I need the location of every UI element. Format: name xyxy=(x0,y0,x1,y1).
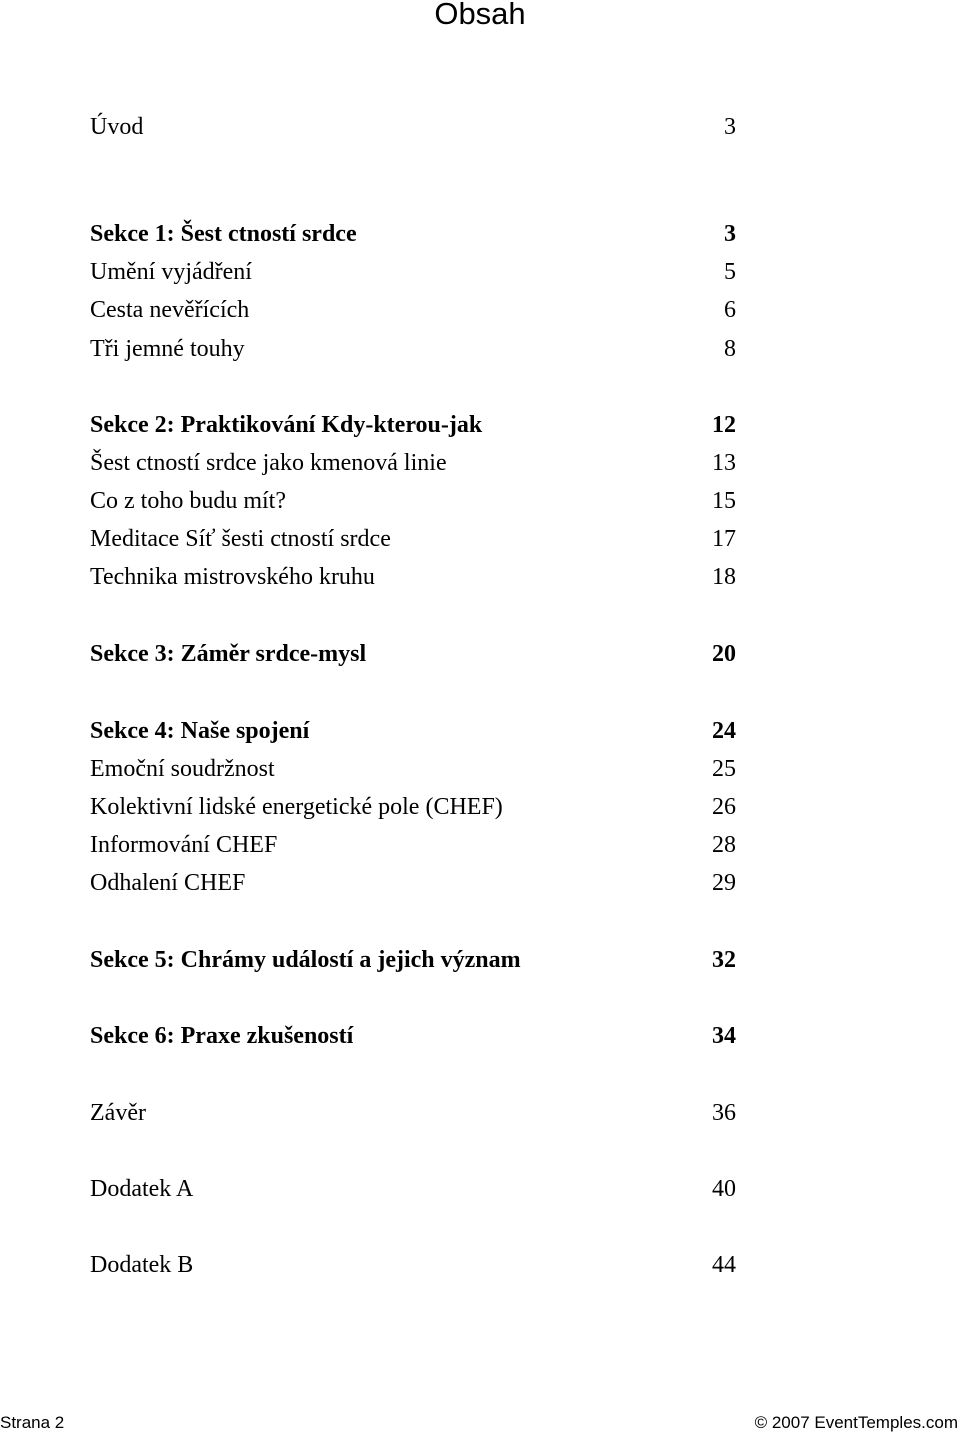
toc-entry-title: Úvod xyxy=(90,114,144,140)
toc-entry-title: Sekce 5: Chrámy událostí a jejich význam xyxy=(90,947,521,973)
toc-entry-page: 8 xyxy=(724,336,736,362)
toc-entry-dodatek-b[interactable] xyxy=(90,1249,736,1281)
toc-entry-page: 15 xyxy=(712,488,736,514)
toc-entry-title: Dodatek B xyxy=(90,1252,194,1278)
toc-entry-title: Šest ctností srdce jako kmenová linie xyxy=(90,450,447,476)
toc-entry-page: 3 xyxy=(724,114,736,140)
toc-entry-page: 34 xyxy=(712,1023,736,1049)
toc-entry-uvod[interactable] xyxy=(90,111,736,143)
toc-entry-tri-jemne-touhy[interactable] xyxy=(90,333,736,365)
toc-entry-title: Sekce 3: Záměr srdce-mysl xyxy=(90,641,367,667)
toc-entry-title: Informování CHEF xyxy=(90,832,278,858)
toc-entry-emocni-soudrznost[interactable] xyxy=(90,753,736,785)
toc-entry-title: Sekce 2: Praktikování Kdy-kterou-jak xyxy=(90,412,483,438)
toc-entry-title: Sekce 1: Šest ctností srdce xyxy=(90,221,357,247)
toc-entry-sekce-6[interactable] xyxy=(90,1020,736,1052)
toc-entry-odhaleni-chef[interactable] xyxy=(90,867,736,899)
page-title: Obsah xyxy=(434,0,526,31)
toc-entry-title: Cesta nevěřících xyxy=(90,297,250,323)
toc-entry-page: 12 xyxy=(712,412,736,438)
toc-entry-cesta-neverich[interactable] xyxy=(90,294,736,326)
toc-entry-title: Sekce 4: Naše spojení xyxy=(90,718,310,744)
toc-entry-meditace[interactable] xyxy=(90,523,736,555)
toc-entry-zaver[interactable] xyxy=(90,1097,736,1129)
toc-entry-title: Sekce 6: Praxe zkušeností xyxy=(90,1023,354,1049)
toc-entry-page: 5 xyxy=(724,259,736,285)
toc-entry-page: 20 xyxy=(712,641,736,667)
toc-entry-page: 17 xyxy=(712,526,736,552)
toc-entry-sekce-4[interactable] xyxy=(90,715,736,747)
toc-entry-title: Dodatek A xyxy=(90,1176,194,1202)
toc-entry-page: 26 xyxy=(712,794,736,820)
toc-entry-page: 6 xyxy=(724,297,736,323)
toc-entry-kolektivni-pole[interactable] xyxy=(90,791,736,823)
toc-entry-informovani-chef[interactable] xyxy=(90,829,736,861)
toc-entry-page: 32 xyxy=(712,947,736,973)
toc-entry-title: Technika mistrovského kruhu xyxy=(90,564,375,590)
toc-entry-page: 25 xyxy=(712,756,736,782)
toc-entry-page: 40 xyxy=(712,1176,736,1202)
toc-entry-title: Co z toho budu mít? xyxy=(90,488,286,514)
toc-entry-title: Meditace Síť šesti ctností srdce xyxy=(90,526,391,552)
toc-entry-sekce-5[interactable] xyxy=(90,944,736,976)
toc-entry-title: Tři jemné touhy xyxy=(90,336,245,362)
toc-entry-kmenova-linie[interactable] xyxy=(90,447,736,479)
toc-entry-sekce-2[interactable] xyxy=(90,409,736,441)
toc-entry-page: 28 xyxy=(712,832,736,858)
toc-entry-umeni-vyjadreni[interactable] xyxy=(90,256,736,288)
toc-entry-title: Kolektivní lidské energetické pole (CHEF) xyxy=(90,794,503,820)
page-number: Strana 2 xyxy=(0,1413,65,1432)
toc-entry-page: 29 xyxy=(712,870,736,896)
toc-entry-co-z-toho[interactable] xyxy=(90,485,736,517)
toc-entry-technika[interactable] xyxy=(90,561,736,593)
toc-entry-title: Umění vyjádření xyxy=(90,259,252,285)
toc-entry-sekce-3[interactable] xyxy=(90,638,736,670)
page-footer xyxy=(0,1410,960,1436)
toc-entry-page: 18 xyxy=(712,564,736,590)
toc-entry-title: Odhalení CHEF xyxy=(90,870,246,896)
toc-entry-dodatek-a[interactable] xyxy=(90,1173,736,1205)
toc-entry-page: 36 xyxy=(712,1100,736,1126)
toc-entry-sekce-1[interactable] xyxy=(90,218,736,250)
toc-entry-page: 3 xyxy=(724,221,736,247)
toc-entry-page: 13 xyxy=(712,450,736,476)
copyright-notice: © 2007 EventTemples.com xyxy=(754,1413,958,1432)
toc-entry-page: 24 xyxy=(712,718,736,744)
toc-entry-page: 44 xyxy=(712,1252,736,1278)
toc-entry-title: Závěr xyxy=(90,1100,146,1126)
toc-entry-title: Emoční soudržnost xyxy=(90,756,275,782)
